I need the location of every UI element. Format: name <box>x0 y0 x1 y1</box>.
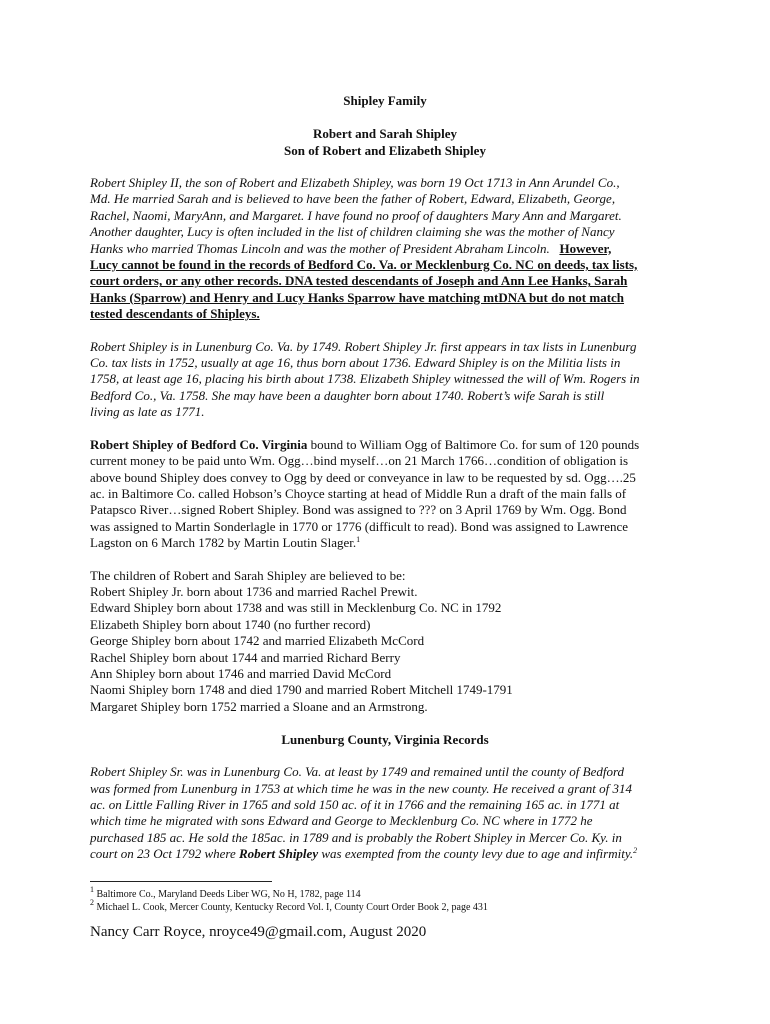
emphasis-line: Hanks (Sparrow) and Henry and Lucy Hanks Sparrow have matching mtDNA but do not match <box>90 289 625 305</box>
text-line: Robert Shipley is in Lunenburg Co. Va. by 1749. Robert Shipley Jr. first appears in tax lists in Lunenburg <box>90 338 637 354</box>
footnote-ref[interactable]: 2 <box>633 846 638 856</box>
list-item: Edward Shipley born about 1738 and was still in Mecklenburg Co. NC in 1792 <box>90 600 502 616</box>
text-line: above bound Shipley does convey to Ogg by deed or conveyance in law to be requested by sd. Ogg….25 <box>90 469 636 485</box>
text-line: Patapsco River…signed Robert Shipley. Bond was assigned to ??? on 3 April 1769 by Wm. Ogg. Bond <box>90 502 627 518</box>
text-line: Co. tax lists in 1752, usually at age 16, thus born about 1736. Edward Shipley is on the Militia lists in <box>90 355 621 371</box>
emphasis-line: court orders, or any other records. DNA tested descendants of Joseph and Ann Lee Hanks, Sarah <box>90 273 628 289</box>
list-item: Ann Shipley born about 1746 and married David McCord <box>90 665 392 681</box>
county-records-paragraph <box>90 764 680 862</box>
bold-name: Robert Shipley <box>239 846 319 862</box>
text-line: which time he migrated with sons Edward and George to Mecklenburg Co. NC where in 1772 he <box>90 813 593 829</box>
text-line: purchased 185 ac. He sold the 185ac. in 1789 and is probably the Robert Shipley in Mercer Co. Ky. in <box>90 829 622 845</box>
subject-title: Robert and Sarah Shipley <box>312 126 458 141</box>
footnote <box>90 884 680 901</box>
bold-lead: Robert Shipley of Bedford Co. Virginia <box>90 436 308 452</box>
list-item: Elizabeth Shipley born about 1740 (no further record) <box>90 616 371 632</box>
lunenburg-paragraph <box>90 339 680 421</box>
section-heading: Lunenburg County, Virginia Records <box>281 732 489 748</box>
bedford-bond-paragraph <box>90 437 680 552</box>
text-line: Rachel, Naomi, MaryAnn, and Margaret. I have found no proof of daughters Mary Ann and Margaret. <box>90 207 622 223</box>
footnote-text: Baltimore Co., Maryland Deeds Liber WG, No H, 1782, page 114 <box>94 888 361 900</box>
footnote-number: 1 <box>90 884 94 894</box>
footnote-text: Michael L. Cook, Mercer County, Kentucky Record Vol. I, County Court Order Book 2, page 431 <box>94 901 488 913</box>
page-footer: Nancy Carr Royce, nroyce49@gmail.com, August 2020 <box>90 923 427 940</box>
emphasis-line: Lucy cannot be found in the records of Bedford Co. Va. or Mecklenburg Co. NC on deeds, tax lists, <box>90 257 638 273</box>
text-span: was exempted from the county levy due to age and infirmity. <box>318 846 634 862</box>
list-item: George Shipley born about 1742 and married Elizabeth McCord <box>90 633 425 649</box>
list-item: Naomi Shipley born 1748 and died 1790 and married Robert Mitchell 1749-1791 <box>90 682 513 698</box>
text-line: Another daughter, Lucy is often included in the list of children claiming she was the mother of Nancy <box>90 224 615 240</box>
list-item: Rachel Shipley born about 1744 and married Richard Berry <box>90 649 401 665</box>
subject-subtitle: Son of Robert and Elizabeth Shipley <box>284 143 486 158</box>
text-line: ac. in Baltimore Co. called Hobson’s Choyce starting at head of Middle Run a draft of the main falls of <box>90 485 627 501</box>
text-line <box>90 241 680 257</box>
footnote-number: 2 <box>90 897 94 907</box>
text-line <box>90 437 680 453</box>
text-line <box>90 846 680 862</box>
list-item: Robert Shipley Jr. born about 1736 and married Rachel Prewit. <box>90 583 418 599</box>
text-line: 1758, at least age 16, placing his birth about 1738. Elizabeth Shipley witnessed the will of Wm. Rogers in <box>90 371 640 387</box>
text-line: living as late as 1771. <box>90 404 205 420</box>
intro-paragraph <box>90 175 680 323</box>
text-line: Robert Shipley II, the son of Robert and Elizabeth Shipley, was born 19 Oct 1713 in Ann Arundel Co., <box>90 175 620 190</box>
text-line: was assigned to Martin Sonderlagle in 1770 or 1776 (difficult to read). Bond was assigned to Lawrence <box>90 518 629 534</box>
footnote-ref[interactable]: 1 <box>356 535 361 545</box>
text-line: Robert Shipley Sr. was in Lunenburg Co. Va. at least by 1749 and remained until the county of Bedford <box>90 764 625 780</box>
list-item: Margaret Shipley born 1752 married a Sloane and an Armstrong. <box>90 698 428 714</box>
text-span: court on 23 Oct 1792 where <box>90 846 239 862</box>
text-span: bound to William Ogg of Baltimore Co. for sum of 120 pounds <box>307 436 640 452</box>
document-page <box>90 92 680 941</box>
emphasis-line: tested descendants of Shipleys. <box>90 306 260 322</box>
text-span: Hanks who married Thomas Lincoln and was the mother of President Abraham Lincoln. <box>90 240 550 256</box>
footnote-divider <box>90 881 272 882</box>
text-line <box>90 535 680 551</box>
footnotes <box>90 884 680 914</box>
text-line: was formed from Lunenburg in 1753 at which time he was in the new county. He received a grant of 314 <box>90 780 632 796</box>
text-span: Lagston on 6 March 1782 by Martin Loutin Slager. <box>90 535 357 551</box>
children-intro: The children of Robert and Sarah Shipley are believed to be: <box>90 567 406 583</box>
children-list <box>90 568 680 716</box>
family-title: Shipley Family <box>343 93 427 108</box>
text-line: current money to be paid unto Wm. Ogg…bind myself…on 21 March 1766…condition of obligation is <box>90 453 629 469</box>
emphasis-text: However, <box>559 240 612 256</box>
text-line: ac. on Little Falling River in 1765 and sold 150 ac. of it in 1766 and the remaining 165 ac. in 1771 at <box>90 797 620 812</box>
text-line: Bedford Co., Va. 1758. She may have been a daughter born about 1740. Robert’s wife Sarah is still <box>90 387 605 403</box>
footnote <box>90 897 680 914</box>
text-line: Md. He married Sarah and is believed to have been the father of Robert, Edward, Elizabeth, George, <box>90 191 616 207</box>
